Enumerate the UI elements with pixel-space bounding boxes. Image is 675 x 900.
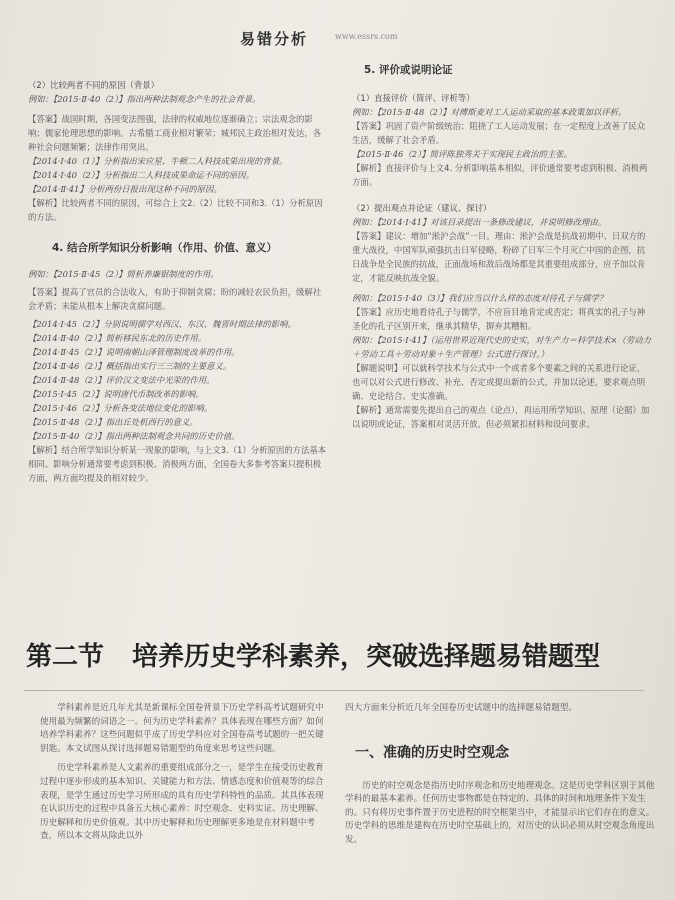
item2-answer: 【答案】战国时期，各国变法图强，法律的权威地位逐渐确立；宗法观念的影响；儒家伦理思想的影响。古希腊工商业相对繁荣；城邦民主政治相对发达，各种社会问题频繁；法律作用突出。 [28,114,322,152]
section4-explain: 【解析】结合所学知识分析某一现象的影响，与上文3.（1）分析原因的方法基本相同。影响分析通常要考虑到积极、消极两方面，全国卷大多参考答案只提积极方面，两方面均提及的相对较少。 [28,445,327,483]
chapter-divider [24,690,644,691]
literacy-paragraph: 历史学科素养是人文素养的重要组成部分之一，是学生在接受历史教育过程中逐步形成的基本知识、关键能力和方法、情感态度和价值观等的综合表现，是学生通过历史学习所形成的具有历史学科特性的品质。其具体表现在认识历史的过程中具备五大核心素养：时空观念、史料实证、历史理解、历史解释和历史价值观。其中历史解释和历史理解更多地是在材料题中考查，所以本文将从除此以外 [40,763,324,842]
sub2-explain-2: 【解析】通常需要先提出自己的观点（论点），再运用所学知识、原理（论据）加以说明或论证，答案相对灵活开放，但必须紧扣材料和设问要求。 [352,405,650,429]
page-header [240,28,430,50]
item2-example-3: 【2014·Ⅰ·40（2）】分析指出二人科技成果命运不同的原因。 [28,170,254,180]
sub1-example-2: 【2015·Ⅱ·46（2）】简评陈独秀关于实现民主政治的主张。 [352,149,572,159]
sub2-example-3: 例如：【2015·Ⅰ·41】（运用世界近现代史的史实，对生产力＝科学技术×（劳动力＋劳动工具＋劳动对象＋生产管理）公式进行探讨。） [352,335,651,359]
section5-title: 5. 评价或说明论证 [364,64,453,76]
item2-title: （2）比较两者不同的原因（背景） [28,80,159,90]
item2-example: 例如：【2015·Ⅱ·40（2）】指出两种法制观念产生的社会背景。 [28,94,261,104]
header-brand: 易错分析 [240,30,309,48]
sub2-example: 例如：【2014·Ⅰ·41】对该目录提出一条修改建议，并说明修改理由。 [352,217,607,227]
list-item: 【2014·Ⅱ·48（2）】评价汉文变法中光荣的作用。 [28,375,215,385]
bottom-right-column [345,702,655,848]
sub2-answer: 【答案】建议：增加“淞沪会战”一目。理由：淞沪会战是抗战初期中、日双方的重大战役，中国军队顽强抗击日军侵略，粉碎了日军三个月灭亡中国的企图，抗日战争是全民族的抗战，正面战场和敌后战场都是其重要组成部分，应予加以肯定，才能反映抗战全貌。 [352,231,646,283]
item2-example-2: 【2014·Ⅰ·40（1）】分析指出宋应星、牛顿二人科技成果出现的背景。 [28,156,288,166]
right-column [352,62,652,431]
item2-explain: 【解析】比较两者不同的原因，可综合上文2.（2）比较不同和3.（1）分析原因的方法。 [28,198,323,222]
sub2-title: （2）提出观点并论证（建议、探讨） [352,203,492,213]
intro-paragraph: 学科素养是近几年尤其是新课标全国卷背景下历史学科高考试题研究中使用最为频繁的词语之一。何为历史学科素养？具体表现在哪些方面？如何培养学科素养？这些问题似乎成了历史学科应对全国卷高考试题的一把关键钥匙。本文试图从探讨选择题易错题型的角度来思考这些问题。 [40,703,324,754]
left-column [28,78,328,485]
section4-list [28,317,328,443]
list-item: 【2014·Ⅰ·45（2）】分别说明儒学对西汉、东汉、魏晋时期法律的影响。 [28,319,296,329]
sub1-answer: 【答案】巩固了资产阶级统治；阻挠了工人运动发展；在一定程度上改善了民众生活，缓解了社会矛盾。 [352,121,646,145]
list-item: 【2015·Ⅱ·48（2）】指出丘处机西行的意义。 [28,417,198,427]
sub2-explain: 【解题说明】可以就科学技术与公式中一个或者多个要素之间的关系进行论证，也可以对公式进行修改、补充、否定或提出新的公式，并加以论述，要求观点明确、史论结合、史实准确。 [352,363,646,401]
chapter-number: 第二节 [26,642,105,672]
section4-title: 4. 结合所学知识分析影响（作用、价值、意义） [52,242,277,254]
list-item: 【2015·Ⅱ·40（2）】指出两种法制观念共同的历史价值。 [28,431,240,441]
section4-answer: 【答案】提高了官员的合法收入，有助于抑制贪腐；盼的减轻农民负担，缓解社会矛盾；未能从根本上解决贪腐问题。 [28,287,322,311]
sub2-example-2: 例如：【2015·Ⅰ·40（3）】我们应当以什么样的态度对待孔子与儒学？ [352,293,608,303]
sub1-example: 例如：【2015·Ⅱ·48（2）】对傅斯麦对工人运动采取的基本政策加以评析。 [352,107,627,117]
spacetime-paragraph: 历史的时空观念是指历史时序观念和历史地理观念。这是历史学科区别于其他学科的最基本素养。任何历史事物都是在特定的、具体的时间和地理条件下发生的。只有将历史事件置于历史进程的时空框架当中，才能显示出它们存在的意义。历史学科的思维是建构在历史时空基础上的，对历史的认识必须从时空观念角度出发。 [345,780,655,845]
list-item: 【2015·Ⅰ·46（2）】分析各变法地位变化的影响。 [28,403,213,413]
bottom-left-column [40,702,330,844]
sub2-answer-2: 【答案】应历史地看待孔子与儒学，不应盲目地肯定或否定；将真实的孔子与神圣化的孔子区别开来，继承其精华，摒弃其糟粕。 [352,307,646,331]
list-item: 【2014·Ⅱ·40（2）】简析移民东北的历史作用。 [28,333,207,343]
continuation-paragraph: 四大方面来分析近几年全国卷历史试题中的选择题易错题型。 [345,703,578,713]
item2-example-4: 【2014·Ⅱ·41】分析两份日报出现这种不同的原因。 [28,184,222,194]
list-item: 【2014·Ⅱ·46（2）】概括指出实行三三制的主要意义。 [28,361,232,371]
sub1-explain: 【解析】直接评价与上文4. 分析影响基本相似，评价通常要考虑到积极、消极两方面。 [352,163,648,187]
list-item: 【2015·Ⅰ·45（2）】说明唐代币制改革的影响。 [28,389,204,399]
sub1-title: （1）直接评价（简评、评析等） [352,93,475,103]
chapter-title: 培养历史学科素养，突破选择题易错题型 [132,642,601,672]
header-url: www.essrs.com [335,32,398,41]
subheading: 一、准确的历史时空观念 [355,744,509,761]
chapter-heading [26,636,656,686]
section4-example: 例如：【2015·Ⅱ·45（2）】简析养廉银制度的作用。 [28,269,219,279]
list-item: 【2014·Ⅱ·45（2）】说明南朝山泽管理制度改革的作用。 [28,347,240,357]
